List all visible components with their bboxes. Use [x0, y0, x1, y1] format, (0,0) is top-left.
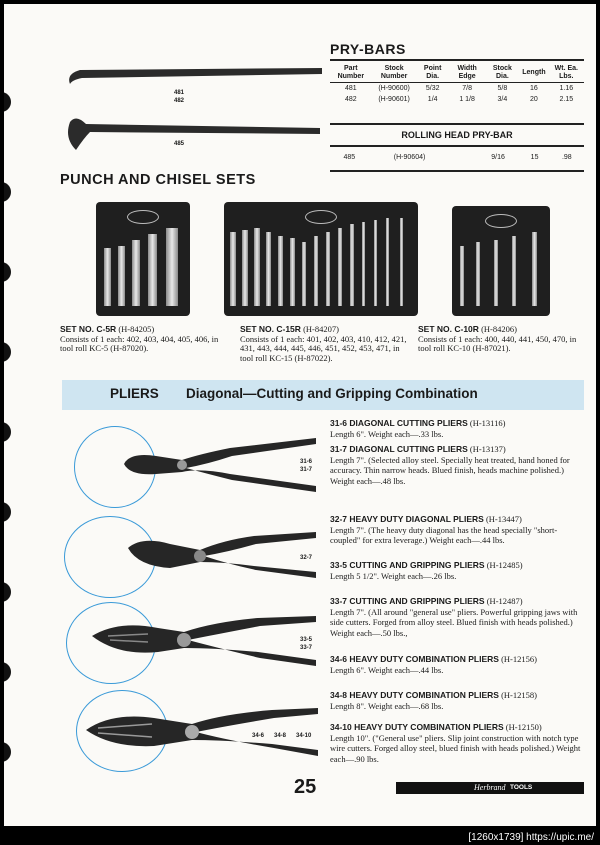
binder-hole [4, 502, 11, 522]
plier-heading: 33-7 CUTTING AND GRIPPING PLIERS [330, 596, 485, 606]
cell: 7/8 [462, 85, 472, 92]
cell: 16 [530, 85, 538, 92]
pry-bar-illustration [60, 52, 330, 162]
cell: 5/32 [425, 85, 440, 92]
plier-item [330, 654, 586, 675]
divider [330, 170, 584, 172]
binder-hole [4, 662, 11, 682]
col-header: Wt. Ea. Lbs. [549, 64, 584, 83]
pliers-title: PLIERS [110, 386, 159, 401]
cell: 9/16 [491, 154, 505, 161]
plier-heading: 34-10 HEAVY DUTY COMBINATION PLIERS [330, 722, 504, 732]
plier-heading: 34-6 HEAVY DUTY COMBINATION PLIERS [330, 654, 499, 664]
col-header: Width Edge [449, 64, 486, 83]
plier-image-label: 32-7 [300, 555, 313, 561]
plier-stock: (H-13137) [469, 444, 506, 454]
brand-suffix: TOOLS [510, 784, 533, 791]
rolling-head-title: ROLLING HEAD PRY-BAR [401, 130, 513, 140]
plier-item [330, 722, 586, 764]
col-header: Point Dia. [417, 64, 449, 83]
plier-image-label: 33-7 [300, 645, 313, 651]
plier-stock: (H-12156) [501, 654, 537, 664]
plier-item [330, 444, 586, 486]
col-header: Part Number [330, 64, 372, 83]
col-header: Stock Dia. [485, 64, 519, 83]
plier-heading: 31-6 DIAGONAL CUTTING PLIERS [330, 418, 468, 428]
cell: 482 [344, 96, 357, 103]
pry-bars-title: PRY-BARS [330, 41, 406, 57]
plier-item [330, 596, 586, 638]
watermark: [1260x1739] https://upic.me/ [468, 832, 594, 843]
pry-bar-table [330, 64, 584, 105]
cell [451, 152, 464, 163]
plier-stock: (H-12158) [501, 690, 537, 700]
cell: 485 [343, 154, 356, 161]
set-caption-c15r [240, 325, 414, 363]
cell: (H-90601) [378, 96, 410, 103]
cell: 1 1/8 [459, 96, 475, 103]
plier-heading: 34-8 HEAVY DUTY COMBINATION PLIERS [330, 690, 499, 700]
set-caption-c5r [60, 325, 230, 354]
plier-stock: (H-12150) [505, 722, 542, 732]
col-header: Stock Number [372, 64, 417, 83]
cell: 1.16 [559, 85, 574, 92]
catalog-page [4, 4, 596, 826]
table-row [330, 152, 584, 163]
plier-item [330, 690, 586, 711]
table-row [330, 94, 584, 105]
plier-desc: Length 7". (Selected alloy steel. Specially heat treated, hand honed for accuracy. Thin narrow heads. Blued finish, heads machine polished.) Weight each—.48 lbs. [330, 454, 570, 486]
plier-stock: (H-13447) [485, 514, 522, 524]
plier-desc: Length 7". (The heavy duty diagonal has the head specially "short-coupled" for extra leverage.) Weight each—.44 lbs. [330, 524, 558, 545]
set-desc: Consists of 1 each: 402, 403, 404, 405, 406, in tool roll KC-5 (H-87020). [60, 333, 219, 353]
plier-desc: Length 5 1/2". Weight each—.26 lbs. [330, 570, 457, 581]
binder-hole [4, 92, 11, 112]
binder-hole [4, 582, 11, 602]
set-name: SET NO. C-10R [418, 324, 479, 334]
cell: 20 [530, 96, 538, 103]
cell: (H-90604) [393, 154, 426, 161]
plier-image-label: 31-7 [300, 467, 313, 473]
plier-image-label: 34-6 [252, 733, 265, 739]
set-desc: Consists of 1 each: 401, 402, 403, 410, 412, 421, 431, 443, 444, 445, 446, 451, 452, 453, 471, in tool roll KC-15 (H-87022). [240, 333, 407, 363]
plier-heading: 33-5 CUTTING AND GRIPPING PLIERS [330, 560, 485, 570]
punch-chisel-title: PUNCH AND CHISEL SETS [60, 172, 256, 188]
page-number: 25 [294, 776, 317, 798]
kit-c15r-image [224, 202, 418, 316]
plier-image-label: 33-5 [300, 637, 313, 643]
cell: 481 [344, 85, 357, 92]
plier-item [330, 560, 586, 581]
binder-hole [4, 422, 11, 442]
pry-bar-label: 485 [174, 141, 185, 147]
plier-heading: 31-7 DIAGONAL CUTTING PLIERS [330, 444, 468, 454]
cell: 15 [530, 154, 539, 161]
pry-bar-label: 482 [174, 98, 185, 104]
heavy-diagonal-pliers-image [124, 526, 320, 586]
cutting-gripping-pliers-image [88, 610, 320, 674]
plier-image-label: 34-8 [274, 733, 287, 739]
cell: .98 [561, 154, 572, 161]
divider [330, 123, 584, 125]
pliers-header-band [62, 380, 584, 410]
plier-stock: (H-12485) [486, 560, 523, 570]
brand-logo: Herbrand [474, 783, 506, 792]
plier-desc: Length 6". Weight each—.33 lbs. [330, 428, 444, 439]
plier-desc: Length 6". Weight each—.44 lbs. [330, 664, 444, 675]
combination-pliers-image [82, 702, 322, 762]
set-name: SET NO. C-15R [240, 324, 301, 334]
kit-c5r-image [96, 202, 190, 316]
plier-item [330, 418, 586, 439]
plier-desc: Length 8". Weight each—.68 lbs. [330, 700, 444, 711]
brand-footer-bar [396, 782, 584, 794]
plier-heading: 32-7 HEAVY DUTY DIAGONAL PLIERS [330, 514, 484, 524]
set-stock: (H-84205) [118, 324, 155, 334]
kit-c10r-image [452, 206, 550, 316]
binder-hole [4, 262, 11, 282]
cell [464, 152, 477, 163]
binder-hole [4, 342, 11, 362]
divider [330, 59, 584, 61]
binder-hole [4, 742, 11, 762]
table-row [330, 83, 584, 95]
plier-item [330, 514, 586, 546]
col-header: Length [519, 64, 548, 83]
binder-hole [4, 182, 11, 202]
divider [330, 145, 584, 147]
pry-bar-label: 481 [174, 90, 185, 96]
cell: 3/4 [497, 96, 508, 103]
plier-desc: Length 10". ("General use" pliers. Slip joint construction with notch type wire cutters. Forged alloy steel, blued finish with heads polished.) Weight each—.90 lbs. [330, 732, 581, 764]
set-caption-c10r [418, 325, 588, 354]
plier-desc: Length 7". (All around "general use" pliers. Powerful gripping jaws with side cutters. Forged from alloy steel. Blued finish with heads polished.) Weight each—.50 lbs., [330, 606, 578, 638]
set-name: SET NO. C-5R [60, 324, 117, 334]
plier-stock: (H-12487) [486, 596, 523, 606]
cell: 2.15 [559, 96, 574, 103]
cell: 5/8 [497, 85, 508, 92]
cell: 1/4 [427, 96, 438, 103]
diagonal-pliers-image [120, 434, 320, 496]
plier-stock: (H-13116) [469, 418, 506, 428]
cell: (H-90600) [378, 85, 410, 92]
plier-image-label: 31-6 [300, 459, 313, 465]
pliers-subtitle: Diagonal—Cutting and Gripping Combination [186, 386, 478, 401]
plier-image-label: 34-10 [296, 733, 312, 739]
set-stock: (H-84207) [303, 324, 339, 334]
set-desc: Consists of 1 each: 400, 440, 441, 450, 470, in tool roll KC-10 (H-87021). [418, 333, 577, 353]
set-stock: (H-84206) [481, 324, 517, 334]
rolling-head-table [330, 152, 584, 163]
